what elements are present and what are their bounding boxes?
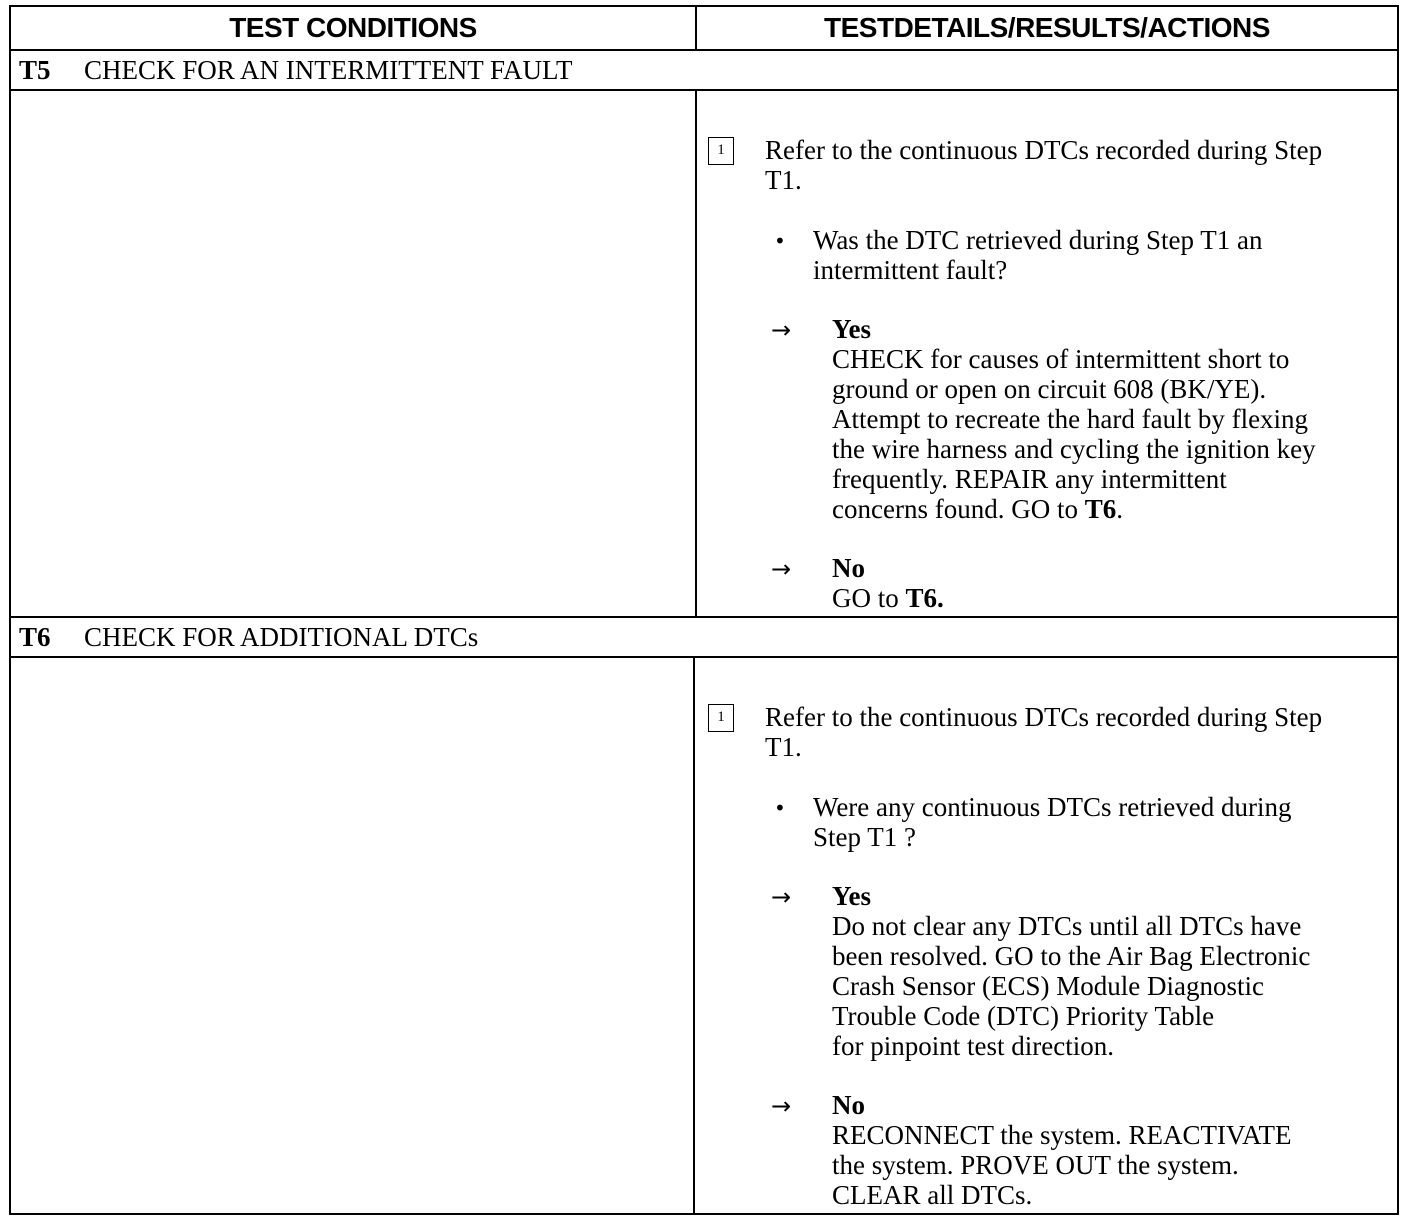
result-line — [832, 494, 1392, 524]
header-test-conditions: TEST CONDITIONS — [11, 7, 697, 49]
result-line — [832, 583, 1392, 613]
result-line: CLEAR all DTCs. — [832, 1180, 1033, 1210]
yes-result — [832, 314, 1392, 524]
arrow-right-icon: → — [771, 555, 792, 583]
result-line: the system. PROVE OUT the system. — [832, 1150, 1239, 1180]
yes-label: Yes — [832, 881, 871, 911]
test-conditions-cell-t5 — [11, 91, 695, 616]
bullet-icon: • — [774, 796, 786, 820]
arrow-right-icon: → — [771, 883, 792, 911]
test-conditions-cell-t6 — [11, 658, 693, 1213]
step-text-line: T1. — [765, 732, 802, 762]
result-text: concerns found. GO to — [832, 494, 1085, 524]
step-number-box: 1 — [708, 137, 734, 165]
test-details-cell-t6 — [693, 658, 1399, 1213]
no-result — [832, 1090, 1392, 1210]
table-header — [11, 7, 1397, 51]
result-line: frequently. REPAIR any intermittent — [832, 464, 1227, 494]
question-line: Were any continuous DTCs retrieved during — [813, 792, 1292, 822]
question — [813, 792, 1393, 852]
result-line: been resolved. GO to the Air Bag Electronic — [832, 941, 1311, 971]
result-line: RECONNECT the system. REACTIVATE — [832, 1120, 1292, 1150]
section-id: T6 — [19, 622, 51, 652]
result-line: Attempt to recreate the hard fault by flexing — [832, 404, 1309, 434]
section-heading: CHECK FOR ADDITIONAL DTCs — [84, 622, 479, 652]
question — [813, 225, 1393, 285]
arrow-right-icon: → — [771, 316, 792, 344]
step-instruction — [765, 702, 1395, 762]
result-line: ground or open on circuit 608 (BK/YE). — [832, 374, 1267, 404]
header-test-details: TESTDETAILS/RESULTS/ACTIONS — [824, 12, 1270, 43]
result-line: Do not clear any DTCs until all DTCs have — [832, 911, 1302, 941]
diagnostic-table — [9, 5, 1399, 1215]
no-result — [832, 553, 1392, 613]
section-id: T5 — [19, 55, 51, 85]
yes-label: Yes — [832, 314, 871, 344]
result-text: GO to — [832, 583, 906, 613]
step-instruction — [765, 135, 1395, 195]
no-label: No — [832, 1090, 865, 1120]
step-text-line: T1. — [765, 165, 802, 195]
result-line: Trouble Code (DTC) Priority Table — [832, 1001, 1215, 1031]
arrow-right-icon: → — [771, 1092, 792, 1120]
yes-result — [832, 881, 1392, 1061]
step-text-line: Refer to the continuous DTCs recorded during Step — [765, 702, 1323, 732]
step-text-line: Refer to the continuous DTCs recorded during Step — [765, 135, 1323, 165]
result-line: for pinpoint test direction. — [832, 1031, 1114, 1061]
result-line: CHECK for causes of intermittent short to — [832, 344, 1290, 374]
step-number-box: 1 — [708, 704, 734, 732]
bullet-icon: • — [774, 229, 786, 253]
result-line: the wire harness and cycling the ignition key — [832, 434, 1316, 464]
no-label: No — [832, 553, 865, 583]
section-heading: CHECK FOR AN INTERMITTENT FAULT — [84, 55, 573, 85]
test-details-cell-t5 — [695, 91, 1399, 616]
step-reference: T6. — [905, 583, 944, 613]
section-title-t5 — [11, 51, 1397, 91]
step-reference: T6 — [1084, 494, 1117, 524]
result-line: Crash Sensor (ECS) Module Diagnostic — [832, 971, 1264, 1001]
question-line: Was the DTC retrieved during Step T1 an — [813, 225, 1263, 255]
question-line: intermittent fault? — [813, 255, 1008, 285]
question-line: Step T1 ? — [813, 822, 916, 852]
section-title-t6 — [11, 618, 1397, 658]
result-text: . — [1116, 494, 1123, 524]
